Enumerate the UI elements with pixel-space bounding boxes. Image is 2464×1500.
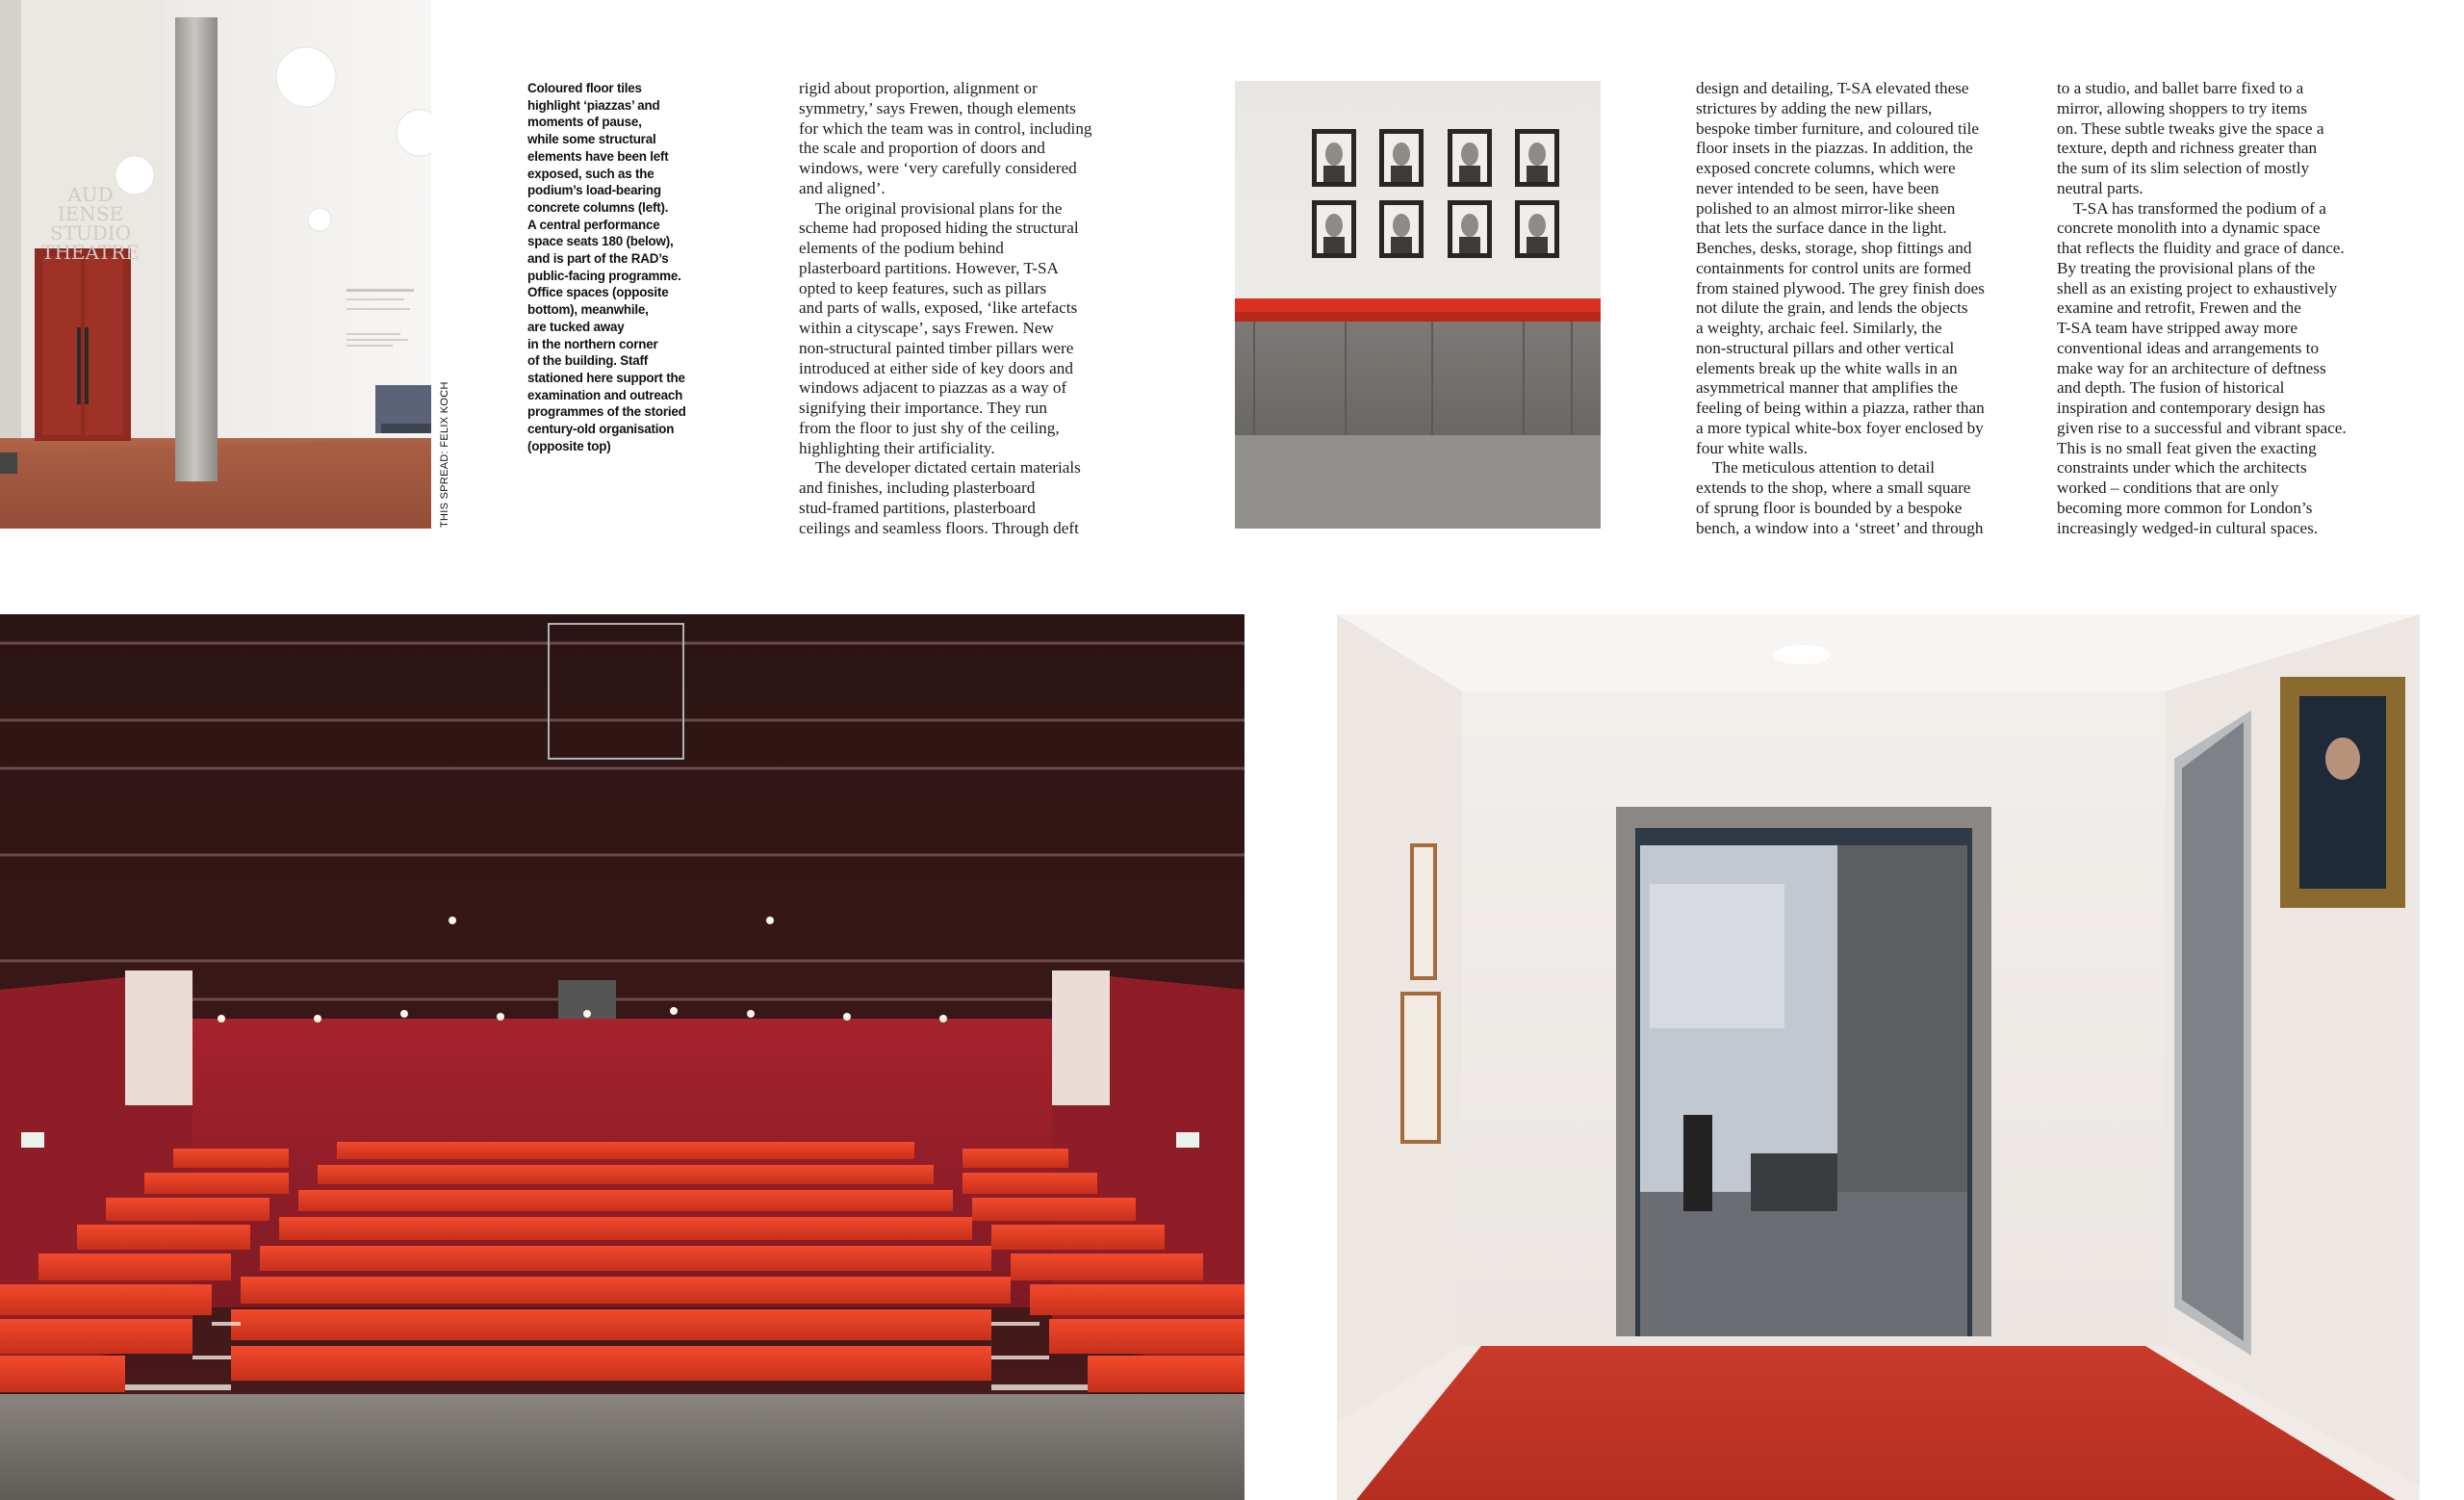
- body-line: constraints under which the architects: [2057, 458, 2307, 478]
- body-line: of sprung floor is bounded by a bespoke: [1696, 498, 1963, 517]
- body-line: and depth. The fusion of historical: [2057, 378, 2285, 398]
- body-line: windows, were ‘very carefully considered: [799, 159, 1077, 177]
- body-line: windows adjacent to piazzas as a way of: [799, 378, 1067, 398]
- studio-theatre-sign: [33, 185, 148, 262]
- caption-line: examination and outreach: [527, 387, 683, 402]
- body-line: increasingly wedged-in cultural spaces.: [2057, 518, 2319, 537]
- body-line: containments for control units are formed: [1696, 258, 1971, 277]
- body-line: on. These subtle tweaks give the space a: [2057, 118, 2324, 138]
- theatre-seating-photo: [0, 614, 1245, 1500]
- body-line: the sum of its slim selection of mostly: [2057, 159, 2310, 177]
- caption-line: century-old organisation: [527, 422, 675, 437]
- corridor-photo: [1337, 614, 2420, 1500]
- caption-line: stationed here support the: [527, 370, 685, 385]
- body-column-2: [1696, 79, 2042, 538]
- body-line: to a studio, and ballet barre fixed to a: [2057, 79, 2304, 97]
- body-line: floor insets in the piazzas. In addition, the: [1696, 139, 1973, 158]
- caption-line: space seats 180 (below),: [527, 234, 674, 249]
- caption-line: of the building. Staff: [527, 353, 649, 369]
- body-line: plasterboard partitions. However, T-SA: [799, 258, 1059, 277]
- studio-sign-line2: STUDIO: [49, 221, 132, 245]
- caption-line: highlight ‘piazzas’ and: [527, 97, 660, 113]
- caption-line: bottom), meanwhile,: [527, 302, 649, 318]
- body-line: By treating the provisional plans of the: [2057, 258, 2316, 277]
- body-line: exposed concrete columns, which were: [1696, 159, 1956, 177]
- body-line: for which the team was in control, including: [799, 118, 1092, 138]
- body-line: The original provisional plans for the: [815, 198, 1063, 218]
- body-line: stud-framed partitions, plasterboard: [799, 498, 1036, 517]
- body-line: shell as an existing project to exhaustively: [2057, 278, 2338, 297]
- body-line: asymmetrical manner that amplifies the: [1696, 378, 1959, 398]
- body-line: conventional ideas and arrangements to: [2057, 338, 2320, 357]
- caption-line: public-facing programme.: [527, 268, 681, 283]
- body-line: strictures by adding the new pillars,: [1696, 98, 1933, 117]
- body-line: scheme had proposed hiding the structural: [799, 219, 1079, 238]
- body-line: not dilute the grain, and lends the objects: [1696, 298, 1968, 318]
- body-line: T-SA has transformed the podium of a: [2073, 198, 2326, 218]
- caption-line: while some structural: [527, 132, 656, 147]
- photo-credit: THIS SPREAD: FELIX KOCH: [439, 381, 450, 528]
- body-line: make way for an architecture of deftness: [2057, 358, 2326, 377]
- studio-sign-line3: THEATRE: [41, 241, 140, 264]
- body-line: a weighty, archaic feel. Similarly, the: [1696, 319, 1942, 337]
- body-line: never intended to be seen, have been: [1696, 178, 1939, 197]
- body-line: examine and retrofit, Frewen and the: [2057, 298, 2301, 318]
- caption-line: programmes of the storied: [527, 404, 686, 420]
- body-line: that lets the surface dance in the light.: [1696, 219, 1947, 238]
- body-line: worked – conditions that are only: [2057, 478, 2279, 497]
- body-line: ceilings and seamless floors. Through deft: [799, 518, 1079, 537]
- body-line: highlighting their artificiality.: [799, 438, 995, 457]
- body-line: extends to the shop, where a small square: [1696, 478, 1971, 497]
- body-line: rigid about proportion, alignment or: [799, 79, 1038, 97]
- body-line: from the floor to just shy of the ceiling,: [799, 418, 1060, 437]
- body-line: T-SA team have stripped away more: [2057, 319, 2297, 337]
- body-line: This is no small feat given the exacting: [2057, 438, 2317, 457]
- foyer-photo: [0, 0, 431, 529]
- body-line: inspiration and contemporary design has: [2057, 399, 2325, 417]
- body-line: bespoke timber furniture, and coloured tile: [1696, 118, 1980, 138]
- body-line: symmetry,’ says Frewen, though elements: [799, 98, 1076, 117]
- caption-line: (opposite top): [527, 438, 611, 453]
- body-line: that reflects the fluidity and grace of dance.: [2057, 239, 2345, 257]
- photo-caption: [527, 80, 710, 454]
- body-line: within a cityscape’, says Frewen. New: [799, 319, 1054, 337]
- body-line: from stained plywood. The grey finish does: [1696, 278, 1985, 297]
- caption-line: elements have been left: [527, 148, 669, 164]
- body-column-3: [2057, 79, 2403, 538]
- portrait-wall-photo: [1235, 81, 1601, 529]
- studio-sign-line1: AUD IENSE: [57, 183, 124, 225]
- body-line: Benches, desks, storage, shop fittings and: [1696, 239, 1972, 257]
- caption-line: are tucked away: [527, 319, 625, 334]
- body-line: and finishes, including plasterboard: [799, 478, 1036, 497]
- caption-line: podium’s load-bearing: [527, 183, 661, 198]
- caption-line: and is part of the RAD’s: [527, 251, 669, 267]
- body-line: bench, a window into a ‘street’ and through: [1696, 518, 1984, 537]
- body-line: elements break up the white walls in an: [1696, 358, 1958, 377]
- body-line: design and detailing, T-SA elevated these: [1696, 79, 1969, 97]
- body-line: the scale and proportion of doors and: [799, 139, 1045, 158]
- body-line: concrete monolith into a dynamic space: [2057, 219, 2321, 238]
- body-line: non-structural pillars and other vertical: [1696, 338, 1955, 357]
- body-line: and parts of walls, exposed, ‘like artefacts: [799, 298, 1078, 318]
- caption-line: concrete columns (left).: [527, 199, 669, 215]
- body-column-1: [799, 79, 1145, 538]
- body-line: four white walls.: [1696, 438, 1808, 457]
- body-line: and aligned’.: [799, 178, 886, 197]
- body-line: becoming more common for London’s: [2057, 498, 2313, 517]
- caption-line: in the northern corner: [527, 336, 658, 351]
- body-line: opted to keep features, such as pillars: [799, 278, 1047, 297]
- body-line: The developer dictated certain materials: [815, 458, 1081, 478]
- caption-line: A central performance: [527, 217, 660, 232]
- caption-line: moments of pause,: [527, 115, 642, 130]
- body-line: polished to an almost mirror-like sheen: [1696, 198, 1956, 218]
- caption-line: Coloured floor tiles: [527, 81, 642, 95]
- body-line: given rise to a successful and vibrant space.: [2057, 418, 2347, 437]
- body-line: signifying their importance. They run: [799, 399, 1047, 417]
- caption-line: exposed, such as the: [527, 166, 654, 181]
- caption-line: Office spaces (opposite: [527, 285, 669, 300]
- body-line: elements of the podium behind: [799, 239, 1004, 257]
- body-line: The meticulous attention to detail: [1712, 458, 1936, 478]
- body-line: a more typical white-box foyer enclosed by: [1696, 418, 1984, 437]
- body-line: feeling of being within a piazza, rather than: [1696, 399, 1985, 417]
- body-line: introduced at either side of key doors and: [799, 358, 1073, 377]
- body-line: texture, depth and richness greater than: [2057, 139, 2318, 158]
- body-line: non-structural painted timber pillars were: [799, 338, 1074, 357]
- body-line: mirror, allowing shoppers to try items: [2057, 98, 2307, 117]
- body-line: neutral parts.: [2057, 178, 2143, 197]
